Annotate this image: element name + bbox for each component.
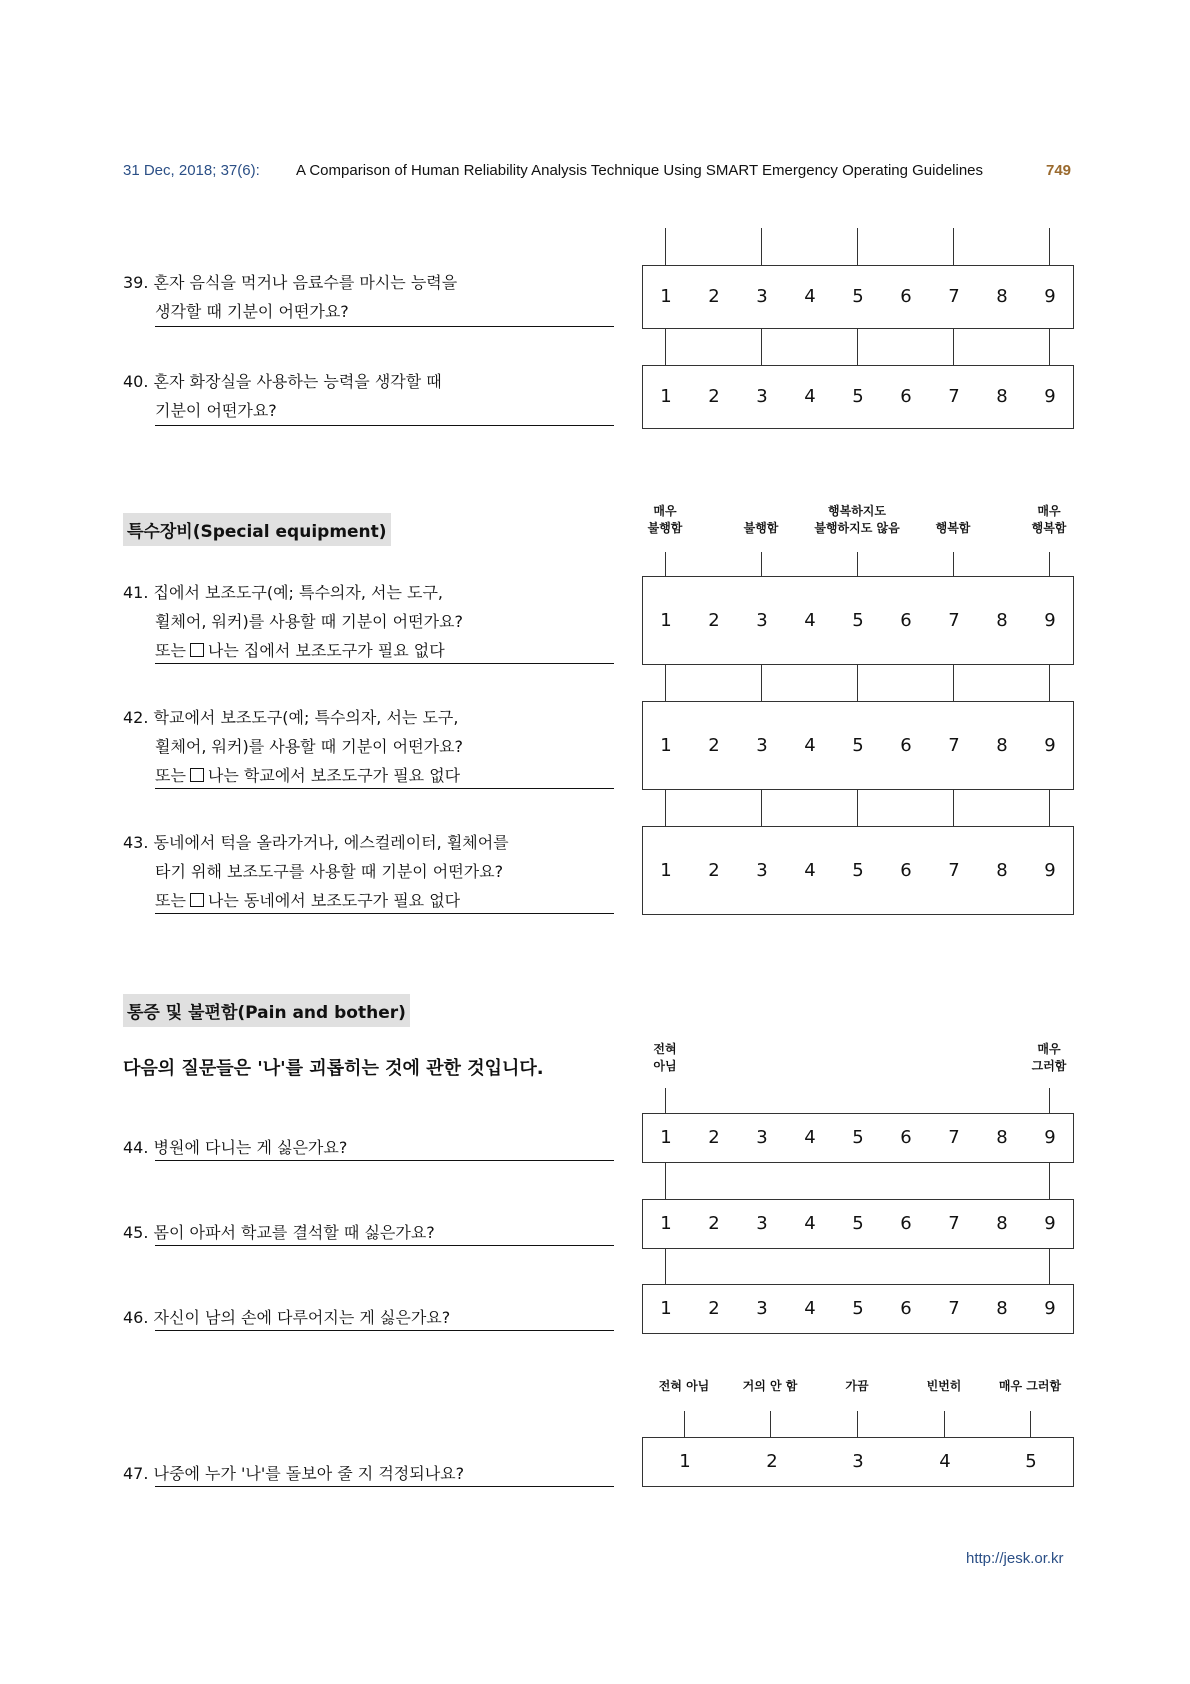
question-number: 41.: [123, 583, 149, 602]
scale-option-3[interactable]: 3: [756, 286, 768, 307]
question-number: 42.: [123, 708, 149, 727]
scale-tick: [665, 1088, 666, 1114]
scale-option-6[interactable]: 6: [900, 1127, 912, 1148]
scale-option-7[interactable]: 7: [948, 859, 960, 881]
not-needed-checkbox[interactable]: [190, 893, 204, 907]
scale-option-3[interactable]: 3: [756, 386, 768, 407]
scale-option-7[interactable]: 7: [948, 1127, 960, 1148]
scale-option-1[interactable]: 1: [660, 1127, 672, 1148]
scale-tick: [1049, 790, 1050, 827]
scale-option-1[interactable]: 1: [660, 859, 672, 881]
scale-option-5[interactable]: 5: [852, 386, 864, 407]
answer-underline: [155, 326, 614, 327]
answer-underline: [155, 1160, 614, 1161]
scale-option-2[interactable]: 2: [708, 1127, 720, 1148]
scale-option-2[interactable]: 2: [708, 734, 720, 756]
scale-tick: [761, 552, 762, 576]
scale-option-8[interactable]: 8: [996, 1298, 1008, 1319]
question-text: 자신이 남의 손에 다루어지는 게 싫은가요?: [153, 1308, 451, 1327]
anchor-often: 빈번히: [926, 1379, 962, 1393]
scale-option-4[interactable]: 4: [804, 609, 816, 631]
journal-date: 31 Dec, 2018; 37(6):: [123, 162, 260, 179]
question-text: 동네에서 턱을 올라가거나, 에스컬레이터, 휠체어를: [153, 833, 509, 852]
question-text: 휠체어, 워커)를 사용할 때 기분이 어떤가요?: [155, 612, 464, 631]
scale-option-4[interactable]: 4: [804, 1213, 816, 1234]
answer-underline: [155, 1245, 614, 1246]
question-46: [123, 1303, 618, 1332]
scale-option-4[interactable]: 4: [804, 859, 816, 881]
pain-intro-text: 다음의 질문들은 '나'를 괴롭히는 것에 관한 것입니다.: [123, 1058, 544, 1079]
or-label: 또는: [155, 641, 186, 660]
scale-option-1[interactable]: 1: [660, 1298, 672, 1319]
anchor-not-at-all: 전혀 아님: [653, 1042, 677, 1073]
question-44: [123, 1133, 618, 1162]
scale-tick: [1049, 1249, 1050, 1284]
scale-option-3[interactable]: 3: [756, 859, 768, 881]
rating-scale-q41[interactable]: [642, 576, 1074, 665]
rating-scale-q45[interactable]: [642, 1199, 1074, 1249]
rating-scale-q47[interactable]: [642, 1437, 1074, 1487]
question-42: [123, 703, 618, 790]
scale-option-7[interactable]: 7: [948, 286, 960, 307]
scale-option-5[interactable]: 5: [852, 609, 864, 631]
scale-option-9[interactable]: 9: [1044, 386, 1056, 407]
scale-option-9[interactable]: 9: [1044, 1127, 1056, 1148]
scale-tick: [953, 228, 954, 266]
section-heading-pain: 통증 및 불편함(Pain and bother): [123, 994, 410, 1027]
scale-tick: [665, 1163, 666, 1199]
not-needed-label: 나는 동네에서 보조도구가 필요 없다: [207, 891, 461, 910]
scale-tick: [1049, 329, 1050, 365]
question-number: 43.: [123, 833, 149, 852]
scale-tick: [1049, 665, 1050, 702]
anchor-very-happy: 매우 행복함: [1031, 504, 1067, 535]
scale-option-8[interactable]: 8: [996, 1127, 1008, 1148]
scale-option-9[interactable]: 9: [1044, 286, 1056, 307]
scale-tick: [953, 665, 954, 702]
scale-tick: [770, 1411, 771, 1438]
scale-tick: [857, 665, 858, 702]
rating-scale-q43[interactable]: [642, 826, 1074, 915]
question-text: 혼자 화장실을 사용하는 능력을 생각할 때: [153, 372, 442, 391]
scale-tick: [953, 329, 954, 365]
question-text: 몸이 아파서 학교를 결석할 때 싫은가요?: [153, 1223, 435, 1242]
question-text: 생각할 때 기분이 어떤가요?: [155, 302, 349, 321]
rating-scale-q46[interactable]: [642, 1284, 1074, 1334]
scale-tick: [857, 329, 858, 365]
answer-underline: [155, 425, 614, 426]
rating-scale-q39[interactable]: [642, 265, 1074, 329]
section-heading-equipment: 특수장비(Special equipment): [123, 513, 391, 546]
scale-option-9[interactable]: 9: [1044, 609, 1056, 631]
scale-option-3[interactable]: 3: [756, 1127, 768, 1148]
scale-tick: [953, 790, 954, 827]
anchor-sometimes: 가끔: [845, 1379, 869, 1393]
rating-scale-q40[interactable]: [642, 365, 1074, 429]
scale-option-3[interactable]: 3: [756, 1213, 768, 1234]
scale-option-6[interactable]: 6: [900, 609, 912, 631]
question-number: 44.: [123, 1138, 149, 1157]
scale-option-6[interactable]: 6: [900, 1298, 912, 1319]
scale-option-7[interactable]: 7: [948, 609, 960, 631]
scale-option-8[interactable]: 8: [996, 734, 1008, 756]
scale-option-5[interactable]: 5: [852, 1127, 864, 1148]
not-needed-checkbox[interactable]: [190, 643, 204, 657]
scale-option-7[interactable]: 7: [948, 734, 960, 756]
scale-tick: [761, 790, 762, 827]
scale-option-8[interactable]: 8: [996, 1213, 1008, 1234]
scale-option-7[interactable]: 7: [948, 1298, 960, 1319]
scale-option-9[interactable]: 9: [1044, 1213, 1056, 1234]
question-number: 46.: [123, 1308, 149, 1327]
scale-tick: [761, 665, 762, 702]
scale-option-3[interactable]: 3: [756, 1298, 768, 1319]
scale-tick: [1049, 552, 1050, 576]
anchor-very-unhappy: 매우 불행함: [647, 504, 683, 535]
scale-option-3[interactable]: 3: [756, 734, 768, 756]
scale-tick: [857, 1411, 858, 1438]
scale-option-6[interactable]: 6: [900, 1213, 912, 1234]
scale-tick: [857, 552, 858, 576]
anchor-unhappy: 불행함: [743, 521, 779, 535]
question-40: [123, 367, 618, 425]
scale-option-1[interactable]: 1: [660, 609, 672, 631]
scale-option-2[interactable]: 2: [708, 386, 720, 407]
anchor-very-often: 매우 그러함: [998, 1379, 1062, 1393]
answer-underline: [155, 913, 614, 914]
scale-option-8[interactable]: 8: [996, 286, 1008, 307]
scale-option-4[interactable]: 4: [804, 1127, 816, 1148]
scale-tick: [761, 228, 762, 266]
scale-option-3[interactable]: 3: [852, 1451, 864, 1472]
rating-scale-q42[interactable]: [642, 701, 1074, 790]
scale-tick: [857, 228, 858, 266]
scale-option-2[interactable]: 2: [708, 1298, 720, 1319]
scale-option-6[interactable]: 6: [900, 734, 912, 756]
scale-tick: [665, 1249, 666, 1284]
scale-option-1[interactable]: 1: [660, 386, 672, 407]
journal-url[interactable]: http://jesk.or.kr: [966, 1550, 1064, 1567]
anchor-almost-never: 거의 안 함: [742, 1379, 798, 1393]
anchor-very-much: 매우 그러함: [1031, 1042, 1067, 1073]
question-text: 휠체어, 워커)를 사용할 때 기분이 어떤가요?: [155, 737, 464, 756]
question-47: [123, 1459, 618, 1488]
answer-underline: [155, 788, 614, 789]
scale-option-2[interactable]: 2: [766, 1451, 778, 1472]
scale-option-1[interactable]: 1: [660, 286, 672, 307]
question-number: 39.: [123, 273, 149, 292]
not-needed-label: 나는 학교에서 보조도구가 필요 없다: [207, 766, 461, 785]
anchor-happy: 행복함: [935, 521, 971, 535]
scale-option-5[interactable]: 5: [852, 1213, 864, 1234]
or-label: 또는: [155, 891, 186, 910]
scale-option-5[interactable]: 5: [852, 734, 864, 756]
question-text: 집에서 보조도구(예; 특수의자, 서는 도구,: [153, 583, 443, 602]
scale-option-1[interactable]: 1: [679, 1451, 691, 1472]
question-text: 나중에 누가 '나'를 돌보아 줄 지 걱정되나요?: [153, 1464, 465, 1483]
scale-option-4[interactable]: 4: [804, 386, 816, 407]
article-title: A Comparison of Human Reliability Analysis Technique Using SMART Emergency Operating Guidelines: [296, 162, 984, 179]
scale-option-7[interactable]: 7: [948, 1213, 960, 1234]
scale-option-5[interactable]: 5: [852, 859, 864, 881]
scale-option-5[interactable]: 5: [852, 1298, 864, 1319]
answer-underline: [155, 1486, 614, 1487]
answer-underline: [155, 663, 614, 664]
question-39: [123, 268, 618, 326]
scale-option-4[interactable]: 4: [804, 1298, 816, 1319]
scale-option-4[interactable]: 4: [804, 734, 816, 756]
question-number: 40.: [123, 372, 149, 391]
question-41: [123, 578, 618, 665]
scale-tick: [857, 790, 858, 827]
scale-option-9[interactable]: 9: [1044, 859, 1056, 881]
scale-option-4[interactable]: 4: [939, 1451, 951, 1472]
scale-option-2[interactable]: 2: [708, 859, 720, 881]
answer-underline: [155, 1330, 614, 1331]
or-label: 또는: [155, 766, 186, 785]
anchor-never: 전혀 아님: [658, 1379, 710, 1393]
scale-option-2[interactable]: 2: [708, 286, 720, 307]
scale-option-3[interactable]: 3: [756, 609, 768, 631]
scale-option-9[interactable]: 9: [1044, 734, 1056, 756]
scale-option-7[interactable]: 7: [948, 386, 960, 407]
scale-option-2[interactable]: 2: [708, 609, 720, 631]
question-number: 47.: [123, 1464, 149, 1483]
scale-option-2[interactable]: 2: [708, 1213, 720, 1234]
not-needed-checkbox[interactable]: [190, 768, 204, 782]
scale-tick: [665, 665, 666, 702]
scale-option-8[interactable]: 8: [996, 386, 1008, 407]
scale-tick: [665, 228, 666, 266]
scale-option-6[interactable]: 6: [900, 386, 912, 407]
scale-option-5[interactable]: 5: [1025, 1451, 1037, 1472]
question-text: 타기 위해 보조도구를 사용할 때 기분이 어떤가요?: [155, 862, 504, 881]
scale-tick: [1049, 1163, 1050, 1199]
page-number: 749: [1046, 162, 1072, 179]
question-text: 학교에서 보조도구(예; 특수의자, 서는 도구,: [153, 708, 459, 727]
scale-tick: [684, 1411, 685, 1438]
scale-option-8[interactable]: 8: [996, 609, 1008, 631]
question-43: [123, 828, 618, 915]
scale-tick: [944, 1411, 945, 1438]
scale-tick: [665, 552, 666, 576]
scale-option-1[interactable]: 1: [660, 734, 672, 756]
rating-scale-q44[interactable]: [642, 1113, 1074, 1163]
question-text: 혼자 음식을 먹거나 음료수를 마시는 능력을: [153, 273, 458, 292]
scale-option-6[interactable]: 6: [900, 859, 912, 881]
anchor-neither: 행복하지도 불행하지도 않음: [814, 504, 900, 535]
scale-tick: [1049, 228, 1050, 266]
scale-option-6[interactable]: 6: [900, 286, 912, 307]
scale-tick: [1049, 1088, 1050, 1114]
question-45: [123, 1218, 618, 1247]
scale-tick: [953, 552, 954, 576]
scale-tick: [1030, 1411, 1031, 1438]
scale-tick: [665, 790, 666, 827]
not-needed-label: 나는 집에서 보조도구가 필요 없다: [207, 641, 445, 660]
scale-option-4[interactable]: 4: [804, 286, 816, 307]
question-number: 45.: [123, 1223, 149, 1242]
question-text: 기분이 어떤가요?: [155, 401, 277, 420]
scale-option-9[interactable]: 9: [1044, 1298, 1056, 1319]
scale-option-8[interactable]: 8: [996, 859, 1008, 881]
scale-tick: [761, 329, 762, 365]
scale-tick: [665, 329, 666, 365]
scale-option-5[interactable]: 5: [852, 286, 864, 307]
scale-option-1[interactable]: 1: [660, 1213, 672, 1234]
question-text: 병원에 다니는 게 싫은가요?: [153, 1138, 348, 1157]
